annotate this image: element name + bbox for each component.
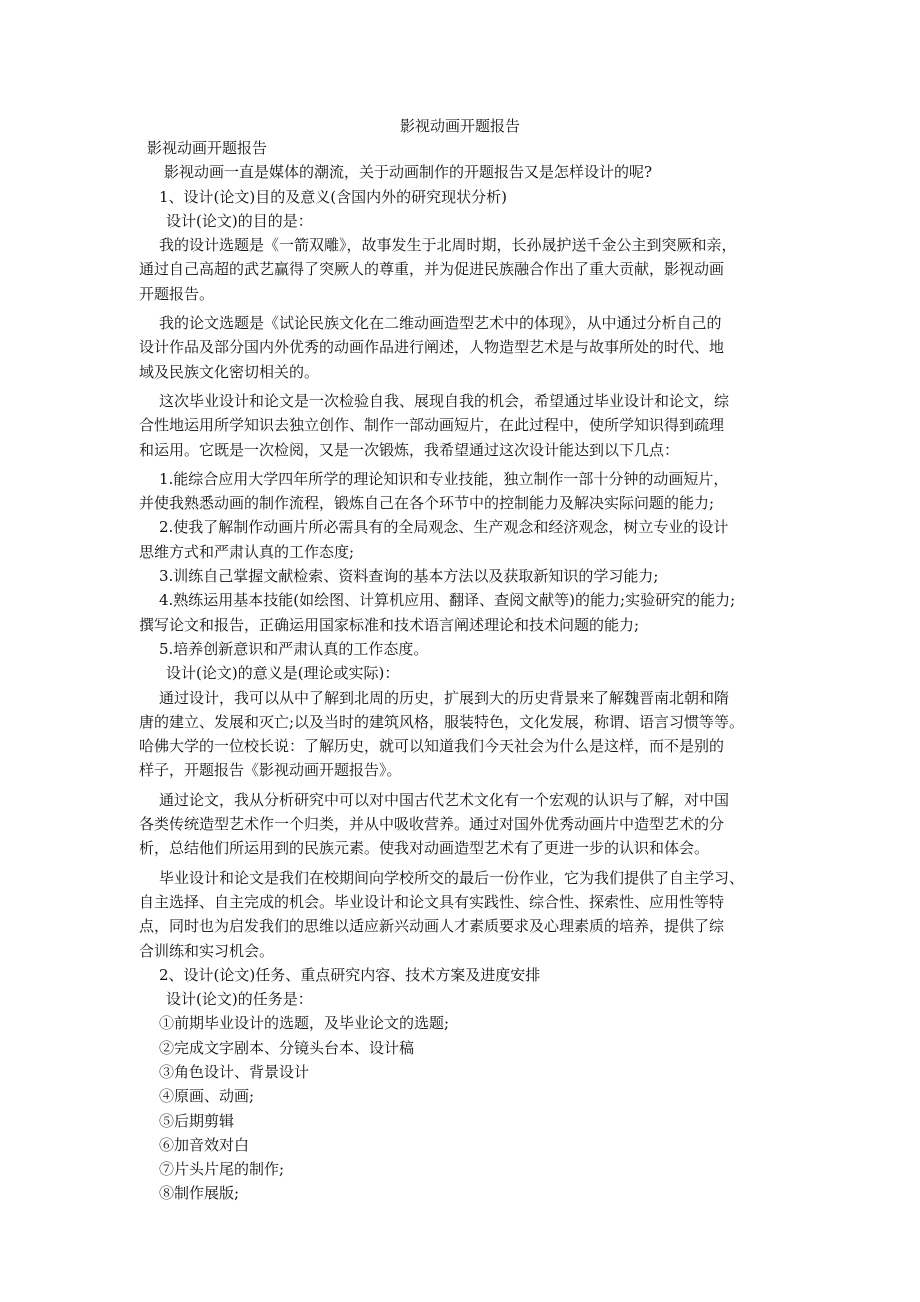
paragraph-line: 点，同时也为启发我们的思维以适应新兴动画人才素质要求及心理素质的培养，提供了综 <box>139 917 725 936</box>
paragraph-line: 自主选择、自主完成的机会。毕业设计和论文具有实践性、综合性、探索性、应用性等特 <box>139 892 725 911</box>
task-item: ⑦片头片尾的制作; <box>159 1160 285 1179</box>
paragraph-line: 哈佛大学的一位校长说：了解历史，就可以知道我们今天社会为什么是这样，而不是别的 <box>139 737 725 756</box>
paragraph-line: 析，总结他们所运用到的民族元素。使我对动画造型艺术有了更进一步的认识和体会。 <box>139 839 710 858</box>
numbered-item: 4.熟练运用基本技能(如绘图、计算机应用、翻译、查阅文献等)的能力;实验研究的能力; <box>159 591 736 610</box>
task-item: ①前期毕业设计的选题，及毕业论文的选题; <box>159 1014 450 1033</box>
paragraph-line: 合训练和实习机会。 <box>139 941 275 960</box>
paragraph-line: 样子，开题报告《影视动画开题报告》。 <box>139 761 402 780</box>
paragraph-line: 开题报告。 <box>139 284 215 303</box>
paragraph-line: 通过自己高超的武艺赢得了突厥人的尊重，并为促进民族融合作出了重大贡献，影视动画 <box>139 260 725 279</box>
paragraph-line: 通过论文，我从分析研究中可以对中国古代艺术文化有一个宏观的认识与了解，对中国 <box>159 790 730 809</box>
numbered-item-cont: 撰写论文和报告，正确运用国家标准和技术语言阐述理论和技术问题的能力; <box>139 615 640 634</box>
document-title: 影视动画开题报告 <box>399 117 520 135</box>
paragraph-line: 通过设计，我可以从中了解到北周的历史，扩展到大的历史背景来了解魏晋南北朝和隋 <box>159 688 730 707</box>
numbered-item: 2.使我了解制作动画片所必需具有的全局观念、生产观念和经济观念，树立专业的设计 <box>159 518 729 537</box>
paragraph-line: 合性地运用所学知识去独立创作、制作一部动画短片，在此过程中，使所学知识得到疏理 <box>139 416 725 435</box>
paragraph-line: 我的论文选题是《试论民族文化在二维动画造型艺术中的体现》，从中通过分析自己的 <box>159 314 722 333</box>
significance-heading: 设计(论文)的意义是(理论或实际)： <box>166 664 400 683</box>
paragraph-line: 毕业设计和论文是我们在校期间向学校所交的最后一份作业，它为我们提供了自主学习、 <box>159 868 745 887</box>
task-item: ④原画、动画; <box>159 1087 255 1106</box>
paragraph-line: 各类传统造型艺术作一个归类，并从中吸收营养。通过对国外优秀动画片中造型艺术的分 <box>139 815 725 834</box>
paragraph-line: 设计作品及部分国内外优秀的动画作品进行阐述，人物造型艺术是与故事所处的时代、地 <box>139 338 725 357</box>
numbered-item: 1.能综合应用大学四年所学的理论知识和专业技能，独立制作一部十分钟的动画短片， <box>159 469 729 488</box>
purpose-heading: 设计(论文)的目的是： <box>166 211 313 230</box>
section-heading-1: 1、设计(论文)目的及意义(含国内外的研究现状分析) <box>159 187 507 206</box>
task-item: ⑤后期剪辑 <box>159 1111 235 1130</box>
numbered-item: 5.培养创新意识和严肃认真的工作态度。 <box>159 639 429 658</box>
intro-line: 影视动画一直是媒体的潮流，关于动画制作的开题报告又是怎样设计的呢? <box>164 163 653 182</box>
task-item: ⑥加音效对白 <box>159 1135 250 1154</box>
document-body <box>139 136 779 1206</box>
section-heading-2: 2、设计(论文)任务、重点研究内容、技术方案及进度安排 <box>159 965 541 984</box>
paragraph-line: 域及民族文化密切相关的。 <box>139 362 320 381</box>
paragraph-line: 和运用。它既是一次检阅，又是一次锻炼，我希望通过这次设计能达到以下几点： <box>139 440 680 459</box>
task-item: ②完成文字剧本、分镜头台本、设计稿 <box>159 1038 415 1057</box>
numbered-item-cont: 思维方式和严肃认真的工作态度; <box>139 542 355 561</box>
subtitle: 影视动画开题报告 <box>147 139 268 157</box>
tasks-heading: 设计(论文)的任务是： <box>166 990 313 1009</box>
numbered-item-cont: 并使我熟悉动画的制作流程，锻炼自己在各个环节中的控制能力及解决实际问题的能力; <box>139 494 715 513</box>
paragraph-line: 唐的建立、发展和灭亡;以及当时的建筑风格，服装特色，文化发展，称谓、语言习惯等等。 <box>139 712 745 731</box>
paragraph-line: 这次毕业设计和论文是一次检验自我、展现自我的机会，希望通过毕业设计和论文，综 <box>159 391 730 410</box>
task-item: ③角色设计、背景设计 <box>159 1062 310 1081</box>
numbered-item: 3.训练自己掌握文献检索、资料查询的基本方法以及获取新知识的学习能力; <box>159 567 659 586</box>
paragraph-line: 我的设计选题是《一箭双雕》，故事发生于北周时期，长孙晟护送千金公主到突厥和亲， <box>159 236 737 255</box>
task-item: ⑧制作展版; <box>159 1184 240 1203</box>
